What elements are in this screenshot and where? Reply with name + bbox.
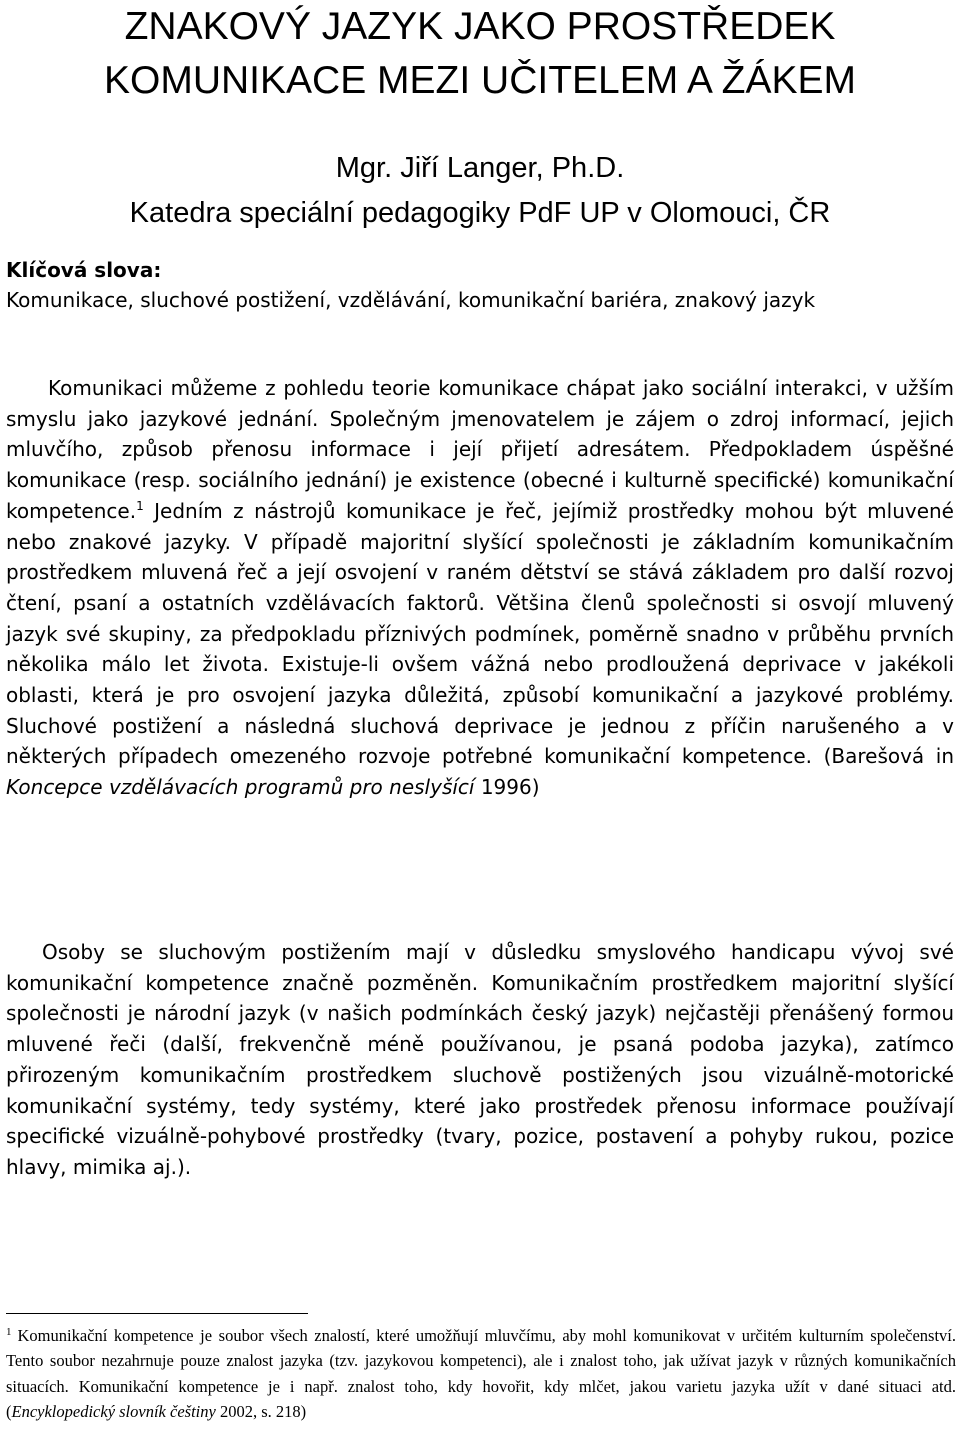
author-affiliation: Katedra speciální pedagogiky PdF UP v Olomouci, ČR <box>129 197 831 229</box>
footnote-reference[interactable]: 1 <box>136 498 144 513</box>
footnote-text: Komunikační kompetence je soubor všech znalostí, které umožňují mluvčímu, aby mohl komunikovat v určitém kulturním společenství. Tento soubor nezahrnuje pouze znalost jazyka (tzv. jazykovou kompetenci), ale i znalost toho, jak užívat jazyk v různých komunikačních situacích. Komunikační kompetence je i např. znalost toho, kdy hovořit, kdy mlčet, jakou varietu jazyka užít v dané situaci atd. ( <box>6 1326 956 1422</box>
author-name: Mgr. Jiří Langer, Ph.D. <box>335 152 625 184</box>
citation-title: Koncepce vzdělávacích programů pro neslyšící <box>6 775 475 800</box>
paragraph-1-part-1: Komunikaci můžeme z pohledu teorie komunikace chápat jako sociální interakci, v užším smyslu jako jazykové jednání. Společným jmenovatelem je zájem o zdroj informací, jejich mluvčího, způsob přenosu informace i její přijetí adresátem. Předpokladem úspěšné komunikace (resp. sociálního jednání) je existence (obecné i kulturně specifické) komunikační kompetence. <box>6 376 954 523</box>
footnote-source-title: Encyklopedický slovník češtiny <box>11 1402 216 1422</box>
paragraph-2: Osoby se sluchovým postižením mají v důsledku smyslového handicapu vývoj své komunikační kompetence značně pozměněn. Komunikačním prostředkem majoritní slyšící společnosti je národní jazyk (v našich podmínkách český jazyk) nejčastěji přenášený formou mluvené řeči (další, frekvenčně méně používanou, je psaná podoba jazyka), zatímco přirozeným komunikačním prostředkem sluchově postižených jsou vizuálně-motorické komunikační systémy, tedy systémy, které jako prostředek přenosu informace používají specifické vizuálně-pohybové prostředky (tvary, pozice, postavení a pohyby rukou, pozice hlavy, mimika aj.). <box>6 940 954 1179</box>
title-line-1: ZNAKOVÝ JAZYK JAKO PROSTŘEDEK <box>124 5 836 48</box>
footnote-number: 1 <box>6 1326 12 1338</box>
paragraph-1 <box>6 373 954 803</box>
footnote-source-year: 2002, s. 218) <box>215 1402 307 1422</box>
paragraph-1-part-2: Jedním z nástrojů komunikace je řeč, jejímiž prostředky mohou být mluvené nebo znakové jazyky. V případě majoritní slyšící společnosti je základním komunikačním prostředkem mluvená řeč a její osvojení v raném dětství se stává základem pro další rozvoj čtení, psaní a ostatních vzdělávacích faktorů. Většina členů společnosti si osvojí mluvený jazyk své skupiny, za předpokladu příznivých podmínek, poměrně snadno v průběhu prvních několika málo let života. Existuje-li ovšem vážná nebo prodloužená deprivace v jakékoli oblasti, která je pro osvojení jazyka důležitá, způsobí komunikační a jazykové problémy. Sluchové postižení a následná sluchová deprivace je jednou z příčin narušeného a v některých případech omezeného rozvoje potřebné komunikační kompetence. (Barešová in <box>6 498 954 769</box>
keywords-list: Komunikace, sluchové postižení, vzdělávání, komunikační bariéra, znakový jazyk <box>6 288 816 312</box>
page-title <box>0 0 960 108</box>
keywords-heading: Klíčová slova: <box>6 258 162 282</box>
footnote <box>6 1323 956 1425</box>
author-block <box>0 146 960 236</box>
title-line-2: KOMUNIKACE MEZI UČITELEM A ŽÁKEM <box>104 59 856 102</box>
citation-year: 1996) <box>474 775 540 800</box>
footnote-divider <box>6 1313 308 1314</box>
